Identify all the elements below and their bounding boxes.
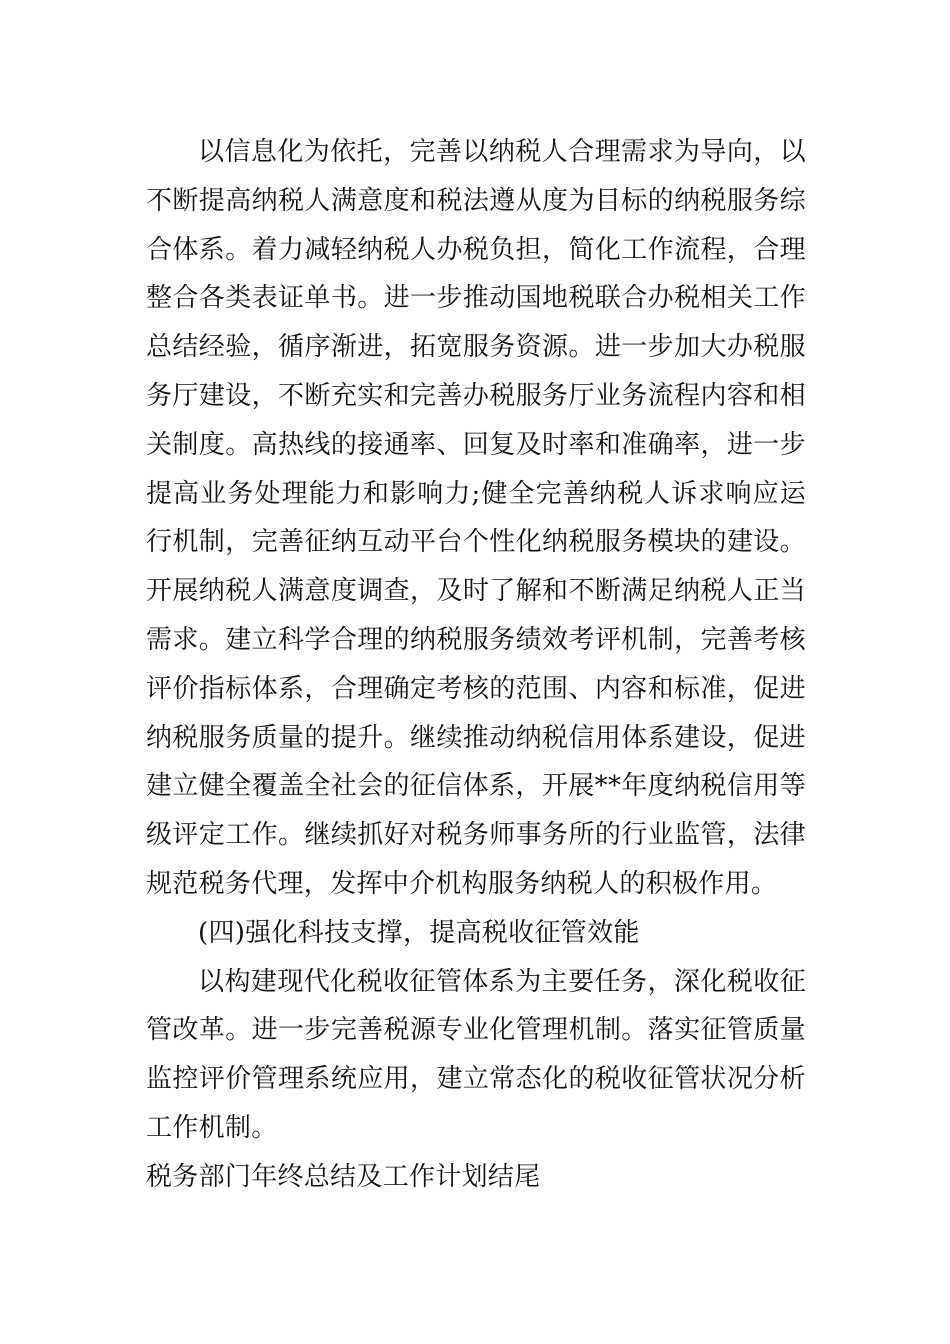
closing-title: 税务部门年终总结及工作计划结尾: [146, 1161, 541, 1192]
body-paragraph-tech: 以构建现代化税收征管体系为主要任务，深化税收征管改革。进一步完善税源专业化管理机制。落实征管质量监控评价管理系统应用，建立常态化的税收征管状况分析工作机制。: [146, 966, 806, 1143]
section-heading: (四)强化科技支撑，提高税收征管效能: [198, 917, 640, 948]
body-paragraph-service: 以信息化为依托，完善以纳税人合理需求为导向，以不断提高纳税人满意度和税法遵从度为目标的纳税服务综合体系。着力减轻纳税人办税负担，简化工作流程，合理整合各类表证单书。进一步推动国地税联合办税相关工作总结经验，循序渐进，拓宽服务资源。进一步加大办税服务厅建设，不断充实和完善办税服务厅业务流程内容和相关制度。高热线的接通率、回复及时率和准确率，进一步提高业务处理能力和影响力;健全完善纳税人诉求响应运行机制，完善征纳互动平台个性化纳税服务模块的建设。开展纳税人满意度调查，及时了解和不断满足纳税人正当需求。建立科学合理的纳税服务绩效考评机制，完善考核评价指标体系，合理确定考核的范围、内容和标准，促进纳税服务质量的提升。继续推动纳税信用体系建设，促进建立健全覆盖全社会的征信体系，开展**年度纳税信用等级评定工作。继续抓好对税务师事务所的行业监管，法律规范税务代理，发挥中介机构服务纳税人的积极作用。: [146, 137, 806, 899]
document-body: [146, 128, 806, 1202]
